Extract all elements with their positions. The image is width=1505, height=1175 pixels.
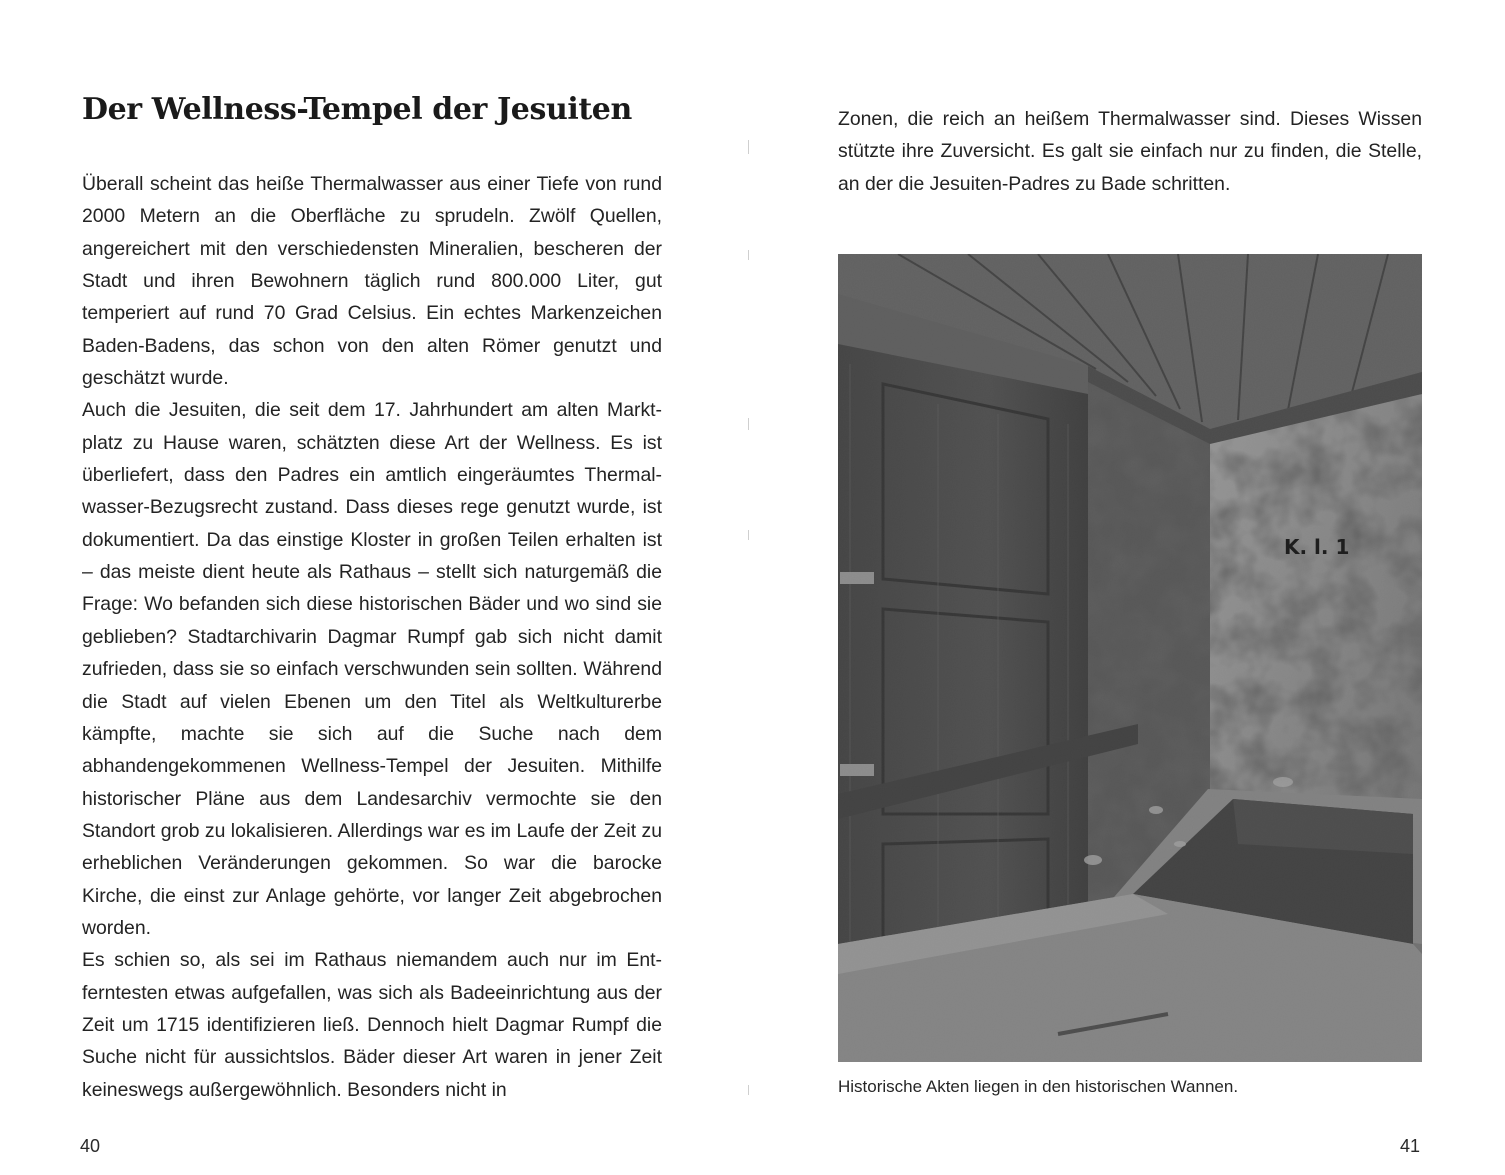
paragraph-3: Es schien so, als sei im Rathaus niemandem auch nur im Entferntesten etwas aufgefallen, was sich als Badeeinrichtung aus der Zeit um 1715 identifizieren ließ. Dennoch hielt Dagmar Rumpf die Suche nicht für aussichtslos. Bäder dieser Art waren in jener Zeit keineswegs außergewöhnlich. Besonders nicht in [82, 949, 662, 1101]
paragraph-continued: Zonen, die reich an heißem Thermalwasser sind. Dieses Wissen stützte ihre Zuversicht. Es galt sie einfach nur zu finden, die Stelle, an der die Jesuiten-Padres zu Bade schritten. [838, 108, 1422, 195]
chapter-title: Der Wellness-Tempel der Jesuiten [82, 92, 632, 127]
left-body-text [82, 168, 662, 1106]
gutter-mark [748, 530, 749, 540]
gutter-mark [748, 1085, 749, 1095]
page-number-left: 40 [80, 1136, 101, 1156]
photo-drawing [838, 254, 1422, 1062]
gutter-mark [748, 418, 749, 430]
wall-inscription: K. l. 1 [1284, 535, 1350, 559]
right-page [752, 0, 1505, 1175]
paragraph-2: Auch die Jesuiten, die seit dem 17. Jahrhundert am alten Marktplatz zu Hause waren, schätzten diese Art der Wellness. Es ist überliefert, dass den Padres ein amtlich eingeräumtes Thermalwasser-Bezugsrecht zustand. Dass dieses rege genutzt wurde, ist dokumentiert. Da das einstige Kloster in großen Teilen erhalten ist – das meiste dient heute als Rathaus – stellt sich naturgemäß die Frage: Wo befanden sich diese historischen Bäder und wo sind sie geblieben? Stadtarchivarin Dagmar Rumpf gab sich nicht damit zufrieden, dass sie so einfach verschwunden sein sollten. Während die Stadt auf vielen Ebenen um den Titel als Weltkulturerbe kämpfte, machte sie sich auf die Suche nach dem abhandengekommenen Wellness-Tempel der Jesuiten. Mithilfe historischer Pläne aus dem Landesarchiv vermochte sie den Standort grob zu lokalisieren. Allerdings war es im Laufe der Zeit zu erheblichen Veränderungen gekommen. So war die barocke Kirche, die einst zur Anlage gehörte, vor langer Zeit abgebrochen worden. [82, 399, 662, 939]
page-number-right: 41 [1400, 1136, 1421, 1156]
gutter-mark [748, 250, 749, 260]
photo-caption: Historische Akten liegen in den historischen Wannen. [838, 1077, 1239, 1096]
bath-room-photo [838, 254, 1422, 1062]
right-body-text [838, 103, 1422, 200]
left-page [0, 0, 752, 1175]
gutter-mark [748, 140, 749, 154]
paragraph-1: Überall scheint das heiße Thermalwasser aus einer Tiefe von rund 2000 Metern an die Oberfläche zu sprudeln. Zwölf Quellen, angereichert mit den verschiedensten Mineralien, bescheren der Stadt und ihren Bewohnern täglich rund 800.000 Liter, gut temperiert auf rund 70 Grad Celsius. Ein echtes Markenzeichen Baden-Badens, das schon von den alten Römer genutzt und geschätzt wurde. [82, 173, 662, 390]
